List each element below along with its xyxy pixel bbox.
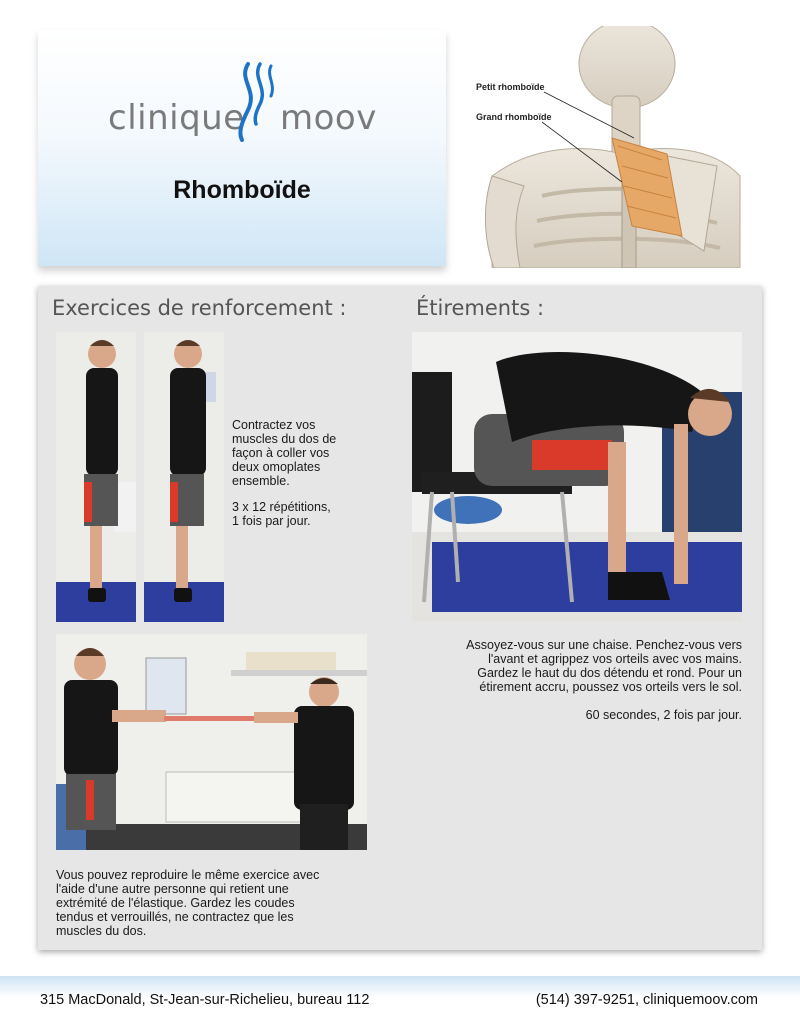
footer — [0, 976, 800, 1024]
stretching-instructions — [408, 638, 742, 722]
exercise-panel — [38, 286, 762, 950]
photo-standing-relaxed — [56, 332, 136, 622]
partner-line: l'aide d'une autre personne qui retient une — [56, 882, 289, 896]
instruction-line: Contractez vos — [232, 418, 316, 432]
stretch-line: l'avant et agrippez vos orteils avec vos mains. — [488, 652, 742, 666]
logo-word-right: moov — [280, 98, 377, 138]
anatomy-illustration — [472, 26, 742, 268]
skeleton-back-image — [472, 26, 742, 268]
reps-line: 1 fois par jour. — [232, 514, 311, 528]
instruction-line: deux omoplates — [232, 460, 321, 474]
instruction-line: muscles du dos de — [232, 432, 337, 446]
clinic-logo — [108, 60, 388, 150]
photo-partner-band — [56, 634, 367, 850]
photo-standing-contract — [144, 332, 224, 622]
stretch-duration: 60 secondes, 2 fois par jour. — [585, 708, 742, 722]
partner-line: tendus et verrouillés, ne contractez que les — [56, 910, 294, 924]
label-grand-rhomboide: Grand rhomboïde — [476, 112, 552, 122]
logo-word-left: clinique — [108, 98, 245, 138]
footer-address: 315 MacDonald, St-Jean-sur-Richelieu, bureau 112 — [40, 992, 370, 1008]
photo-seated-stretch — [412, 332, 742, 622]
partner-line: extrémité de l'élastique. Gardez les coudes — [56, 896, 295, 910]
label-petit-rhomboide: Petit rhomboïde — [476, 82, 545, 92]
strengthening-instructions — [232, 418, 382, 528]
instruction-line: façon à coller vos — [232, 446, 330, 460]
strengthening-title: Exercices de renforcement : — [52, 296, 347, 320]
partner-line: muscles du dos. — [56, 924, 147, 938]
header-card — [38, 30, 446, 266]
partner-instructions — [56, 868, 386, 938]
instruction-line: ensemble. — [232, 474, 290, 488]
partner-line: Vous pouvez reproduire le même exercice avec — [56, 868, 320, 882]
stretch-line: Gardez le haut du dos détendu et rond. Pour un — [477, 666, 742, 680]
logo-wave-icon — [236, 60, 280, 142]
reps-line: 3 x 12 répétitions, — [232, 500, 331, 514]
stretch-line: Assoyez-vous sur une chaise. Penchez-vous vers — [466, 638, 742, 652]
stretch-line: étirement accru, poussez vos orteils vers le sol. — [479, 680, 742, 694]
page-title: Rhomboïde — [173, 176, 311, 204]
stretching-title: Étirements : — [416, 296, 545, 320]
footer-contact: (514) 397-9251, cliniquemoov.com — [535, 992, 758, 1008]
